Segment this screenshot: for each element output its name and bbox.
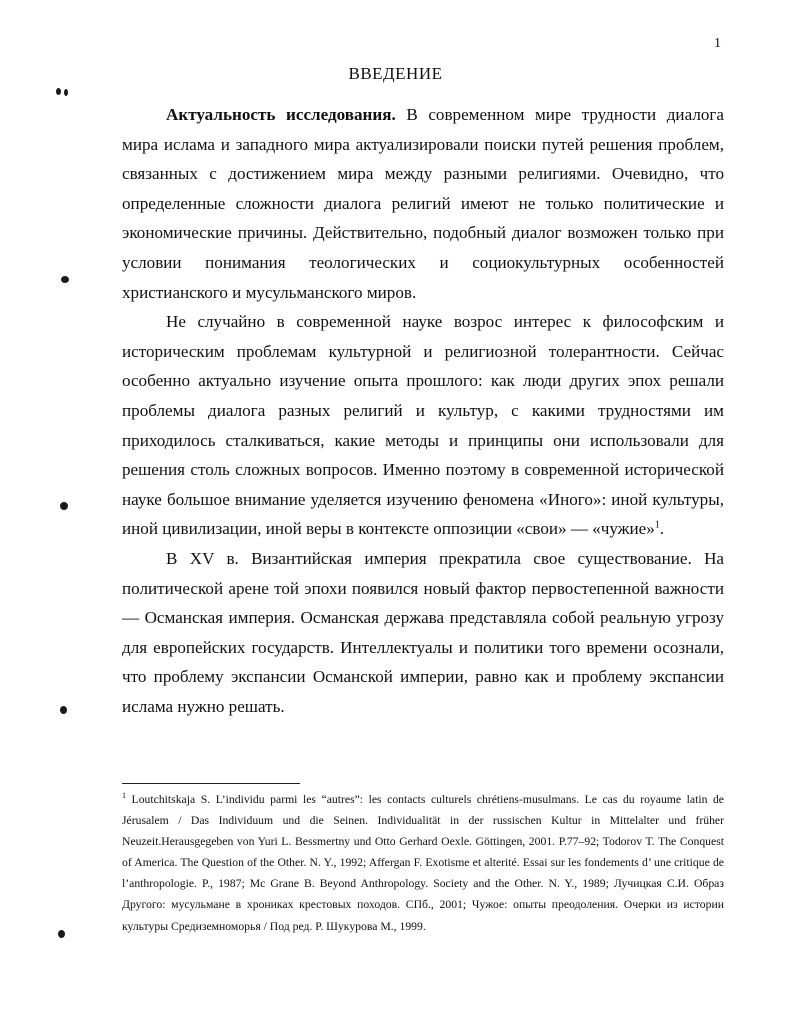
scan-mark-icon <box>58 930 65 938</box>
footnote-divider <box>122 783 300 784</box>
scan-mark-icon <box>60 706 67 714</box>
paragraph-tolerance-end: . <box>659 519 665 539</box>
paragraph-tolerance-text: Не случайно в современной науке возрос интерес к философским и историческим проблемам культурной и религиозной толерантности. Сейчас особенно актуально изучение опыта прошлого: как люди других эпох решали проблемы диалога разных религий и культур, с какими трудностями им приходилось сталкиваться, какие методы и принципы они использовали для решения столь сложных вопросов. Именно поэтому в современной исторической науке большое внимание уделяется изучению феномена «Иного»: иной культуры, иной цивилизации, иной веры в контексте оппозиции «свои» — «чужие» <box>122 312 724 539</box>
scan-mark-icon <box>64 89 68 96</box>
paragraph-relevance-text: В современном мире трудности диалога мира ислама и западного мира актуализировали поиски путей решения проблем, связанных с достижением мира между разными религиями. Очевидно, что определенные сложности диалога религий имеют не только политические и экономические причины. Действительно, подобный диалог возможен только при условии понимания теологических и социокультурных особенностей христианского и мусульманского миров. <box>122 105 724 302</box>
page-title: ВВЕДЕНИЕ <box>348 64 443 83</box>
scan-mark-icon <box>61 276 69 283</box>
paragraph-lead-heading: Актуальность исследования. <box>166 105 396 124</box>
footnote <box>122 789 724 937</box>
paragraph-tolerance <box>122 307 724 544</box>
footnote-text: Loutchitskaja S. L’individu parmi les “autres”: les contacts culturels chrétiens-musulmans. Le cas du royaume latin de Jérusalem / Das Individuum und die Seinen. Individualität in der russischen Kultur in Mittelalter und früher Neuzeit.Herausgegeben von Yuri L. Bessmertny und Otto Gerhard Oexle. Göttingen, 2001. P.77–92; Todorov T. The Conquest of America. The Question of the Other. N. Y., 1992; Affergan F. Exotisme et alterité. Essai sur les fondements d’ une critique de l’anthropologie. P., 1987; Mc Grane B. Beyond Anthropology. Society and the Other. N. Y., 1989; Лучицкая С.И. Образ Другого: мусульмане в хрониках крестовых походов. СПб., 2001; Чужое: опыты преодоления. Очерки из истории культуры Средиземноморья / Под ред. Р. Шукурова М., 1999. <box>122 793 724 933</box>
footnote-marker: 1 <box>122 791 126 801</box>
footnote-reference: 1 <box>654 519 660 531</box>
page-number: 1 <box>714 36 721 51</box>
scan-mark-icon <box>60 502 68 510</box>
paragraph-ottoman-text: В XV в. Византийская империя прекратила свое существование. На политической арене той эпохи появился новый фактор первостепенной важности — Османская империя. Османская держава представляла собой реальную угрозу для европейских государств. Интеллектуалы и политики того времени осознали, что проблему экспансии Османской империи, равно как и проблему экспансии ислама нужно решать. <box>122 548 724 716</box>
scan-mark-icon <box>56 88 61 95</box>
paragraph-ottoman <box>122 544 724 722</box>
main-text <box>122 100 724 721</box>
paragraph-relevance <box>122 100 724 307</box>
